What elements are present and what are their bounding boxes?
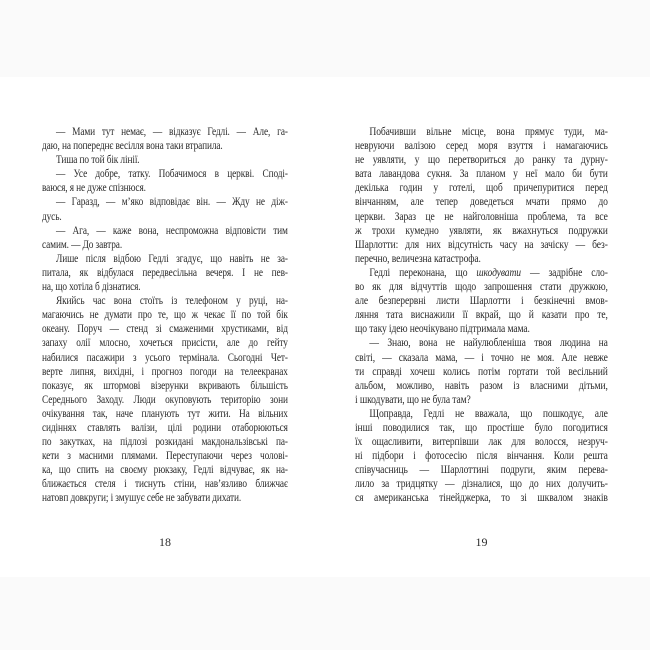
text-line: кети з масними плямами. Переступаючи через чолові- xyxy=(42,448,288,463)
text-line: сидіннях ставлять валізи, цілі родини отаборюються xyxy=(42,419,288,434)
text-line: — Гаразд, — м’яко відповідає він. — Жду не діж- xyxy=(56,194,288,209)
text-line: — Знаю, вона не найулюбленіша твоя людина на xyxy=(369,335,608,350)
text-line: — Усе добре, татку. Побачимося в церкві. Споді- xyxy=(56,166,288,181)
text-line: запаху олії млосно, хочеться присісти, але до гейту xyxy=(42,335,288,350)
text-line: Тиша по той бік лінії. xyxy=(56,152,140,167)
text-line: їх ощасливити, витерпівши лак для волосся, незруч- xyxy=(355,434,608,449)
text-line: декілька годин у готелі, щоб причепуритися перед xyxy=(355,180,608,195)
text-line: Шарлотти: для них відсутність часу на зачіску — без- xyxy=(355,236,608,251)
text-line: Щоправда, Гедлі не вважала, що пошкодує, але xyxy=(369,405,608,420)
text-line: океану. Поруч — стенд зі смаженими хрустиками, від xyxy=(42,321,288,336)
text-line: ні підбори і фотосесію після вінчання. Коли решта xyxy=(355,448,608,463)
text-line: світі, — сказала мама, — і точно не моя. Але невже xyxy=(355,349,608,364)
text-line: Лише після відбою Гедлі згадує, що навіть не за- xyxy=(56,250,288,265)
text-line: очікування так, наче планують тут жити. На вільних xyxy=(42,405,288,420)
text-line: верте липня, вихідні, і прогноз погоди на телеекранах xyxy=(42,363,288,378)
text-line: вата лавандова сукня. За планом у неї мало би бути xyxy=(355,166,608,181)
text-line: лило за тридцятку — дізналися, що до них долучить- xyxy=(355,476,608,491)
text-line: не уявляти, у що перетвориться до ранку та дурну- xyxy=(355,152,608,167)
text-line: — Мами тут немає, — відказує Гедлі. — Але, га- xyxy=(56,124,288,138)
page-text-right xyxy=(355,124,608,505)
text-line: магаючись не думати про те, що ж чекає її по той бік xyxy=(42,307,288,322)
text-line: дусь. xyxy=(42,208,62,223)
text-line: ж трохи кумедно уявляти, як вжахнуться подружки xyxy=(355,222,608,237)
text-line: Побачивши вільне місце, вона прямує туди, ма- xyxy=(369,124,608,138)
text-line: питала, як відбулася передвесільна вечеря. І не пев- xyxy=(42,264,288,279)
text-line: ваюся, я не дуже спізнюся. xyxy=(42,180,146,195)
text-line: набилися пасажири з усього термінала. Сьогодні Чет- xyxy=(42,349,288,364)
text-line: Гедлі переконана, що шкодувати — задрібне сло- xyxy=(369,264,608,279)
page-text-left xyxy=(42,124,288,505)
text-line: ти справді хочеш колись потім гортати той весільний xyxy=(355,363,608,378)
bottom-margin-band xyxy=(0,577,650,650)
text-line: на, що хотіла б дізнатися. xyxy=(42,279,141,294)
text-line: але безперервні листи Шарлотти і безкінечні вмов- xyxy=(355,293,608,308)
book-spread xyxy=(0,77,650,577)
top-margin-band xyxy=(0,0,650,77)
page-number-left: 18 xyxy=(159,535,171,549)
text-line: інші поводилися так, що простіше було погодитися xyxy=(355,419,608,434)
text-line: самим. — До завтра. xyxy=(42,236,123,251)
text-line: вінчанням, але тепер доведеться мчати прямо до xyxy=(355,194,608,209)
text-line: перечно, величезна катастрофа. xyxy=(355,250,481,265)
text-line: альбом, можливо, навіть разом із власними дітьми, xyxy=(355,377,608,392)
text-line: церкви. Зараз це не найголовніша проблема, та все xyxy=(355,208,608,223)
text-line: во як для відчуттів щодо запрошення стати дружкою, xyxy=(355,279,608,294)
text-line: Якийсь час вона стоїть із телефоном у руці, на- xyxy=(56,293,288,308)
text-line: ближається стеля і тиснуть стіни, нав’язливо ближчає xyxy=(42,476,288,491)
text-line: показує, як штормові візерунки вкривають більшість xyxy=(42,377,288,392)
page-number-right: 19 xyxy=(475,535,488,549)
text-line: даю, на попереднє весілля вона таки втрапила. xyxy=(42,138,223,153)
text-line: що таку ідею неочікувано підтримала мама. xyxy=(355,321,530,336)
text-line: співучасниць — Шарлоттині подруги, яким перева- xyxy=(355,462,608,477)
text-line: ляння тата виснажили її вкрай, що й казати про те, xyxy=(355,307,608,322)
text-line: Середнього Заходу. Люди окуповують територію зони xyxy=(42,391,288,406)
text-line: натовп довкруги; і змушує себе не забувати дихати. xyxy=(42,490,242,505)
text-line: по закутках, на підлозі розкидані макдональзівські па- xyxy=(42,434,288,449)
text-line: невруючи валізою серед моря взуття і намагаючись xyxy=(355,138,608,153)
text-line: ся американська тінейджерка, то зі шквалом знаків xyxy=(355,490,608,505)
text-line: — Ага, — каже вона, неспроможна відповісти тим xyxy=(56,222,288,237)
text-line: і шкодувати, що не була там? xyxy=(355,391,471,406)
text-line: ка, що спить на своєму рюкзаку, Гедлі відчуває, як на- xyxy=(42,462,288,477)
